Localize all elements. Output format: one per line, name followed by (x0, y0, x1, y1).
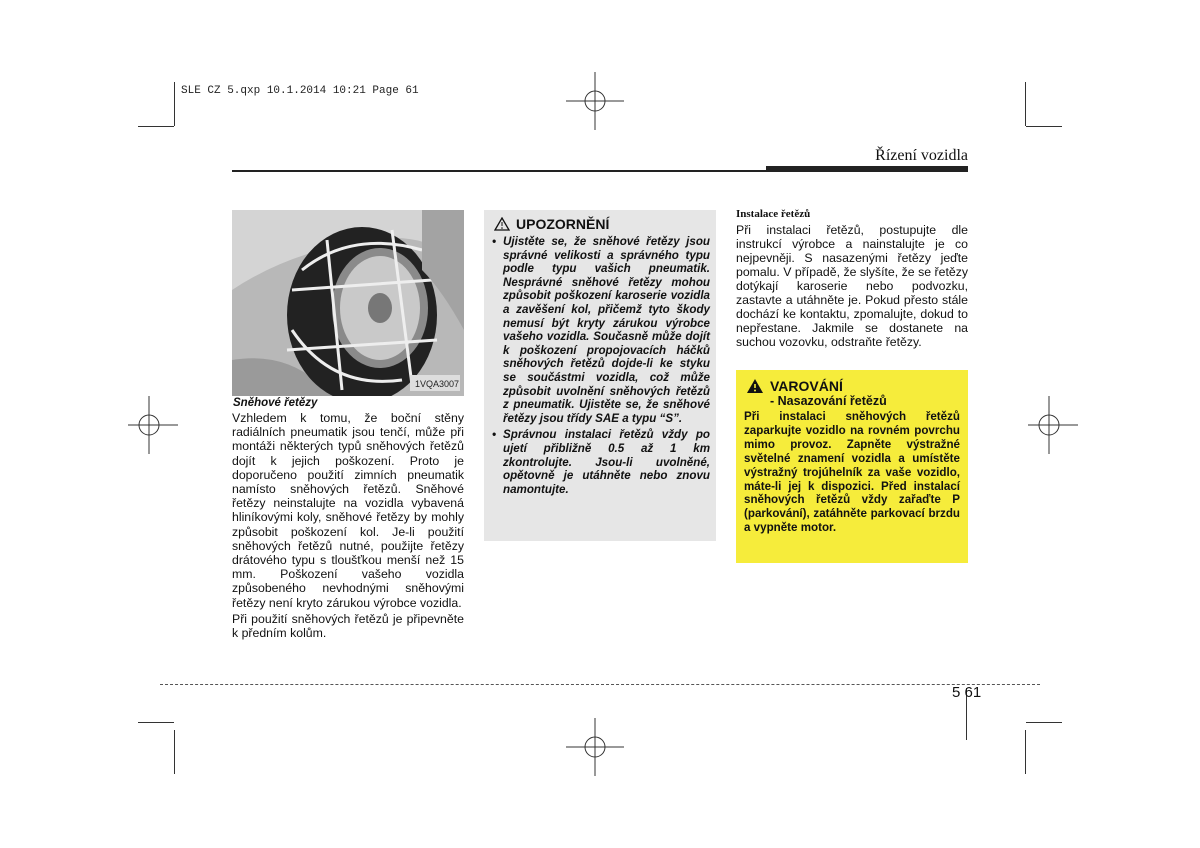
caution-item: • Správnou instalaci řetězů vždy po ujetí přibližně 0.5 až 1 km zkontrolujte. Jsou-li uvolněné, opětovně je utáhněte nebo znovu namontujte. (490, 428, 710, 496)
warning-triangle-icon (746, 378, 764, 394)
installation-heading: Instalace řetězů (736, 208, 811, 220)
paragraph: Při použití sněhových řetězů je připevněte k předním kolům. (232, 611, 464, 641)
warning-triangle-icon (494, 217, 510, 231)
caution-title: UPOZORNĚNÍ (516, 216, 610, 232)
warning-text: Při instalaci sněhových řetězů zaparkujte vozidlo na rovném povrchu mimo provoz. Zapněte výstražné světelné znamení vozidla a umístěte výstražný trojúhelník za vaše vozidlo, máte-li jej k dispozici. Před instalací sněhových řetězů vždy zařaďte P (parkování), zatáhněte parkovací brzdu a vypněte motor. (744, 410, 960, 535)
figure-caption: Sněhové řetězy (233, 397, 318, 409)
header-rule-accent (766, 166, 968, 171)
column-1-text (232, 411, 464, 642)
registration-mark-left (128, 396, 178, 454)
warning-title: VAROVÁNÍ (770, 378, 843, 394)
registration-mark-top (566, 72, 624, 130)
tire-chain-photo (232, 210, 464, 396)
section-title: Řízení vozidla (875, 147, 968, 164)
registration-mark-bottom (566, 718, 624, 776)
footer-rule (160, 684, 1040, 685)
figure-code: 1VQA3007 (415, 379, 460, 389)
paragraph: Vzhledem k tomu, že boční stěny radiálních pneumatik jsou tenčí, může při montáži některých typů sněhových řetězů dojít k jejich poškození. Proto je doporučeno použití zimních pneumatik namísto sněhových řetězů. Sněhové řetězy neinstalujte na vozidla vybavená hliníkovými koly, sněhové řetězy by mohly způsobit poškození kol. Je-li použití sněhových řetězů nutné, použijte řetězy drátového typu s tloušťkou menší než 15 mm. Poškození vašeho vozidla způsobeného nevhodnými sněhovými řetězy není kryto zárukou výrobce vozidla. (232, 411, 464, 610)
caution-item: • Ujistěte se, že sněhové řetězy jsou správné velikosti a správného typu podle typu vašich pneumatik. Nesprávné sněhové řetězy mohou způsobit poškození karoserie vozidla a zavěšení kol, přičemž tyto škody nemusí být kryty zárukou výrobce vašeho vozidla. Současně může dojít k poškození propojovacích háčků sněhových řetězů dojde-li ke styku se součástmi vozidla, což může způsobit uvolnění sněhových řetězů z pneumatik. Ujistěte se, že sněhové řetězy jsou třídy SAE a typu “S”. (490, 235, 710, 425)
print-header: SLE CZ 5.qxp 10.1.2014 10:21 Page 61 (181, 85, 419, 97)
registration-mark-right (1028, 396, 1078, 454)
warning-box (736, 370, 968, 563)
caution-box (484, 210, 716, 541)
warning-subtitle: - Nasazování řetězů (770, 394, 887, 408)
page-number: 5 61 (952, 684, 982, 701)
installation-text: Při instalaci řetězů, postupujte dle instrukcí výrobce a nainstalujte je co nejpevněji. S nasazenými řetězy jeďte pomalu. V případě, že slyšíte, že se řetězy dotýkají karoserie nebo podvozku, zastavte a utáhněte je. Pokud přesto stále dochází ke kontaktu, zpomalujte, dokud to nepřestane. Jakmile se dostanete na suchou vozovku, odstraňte řetězy. (736, 223, 968, 349)
